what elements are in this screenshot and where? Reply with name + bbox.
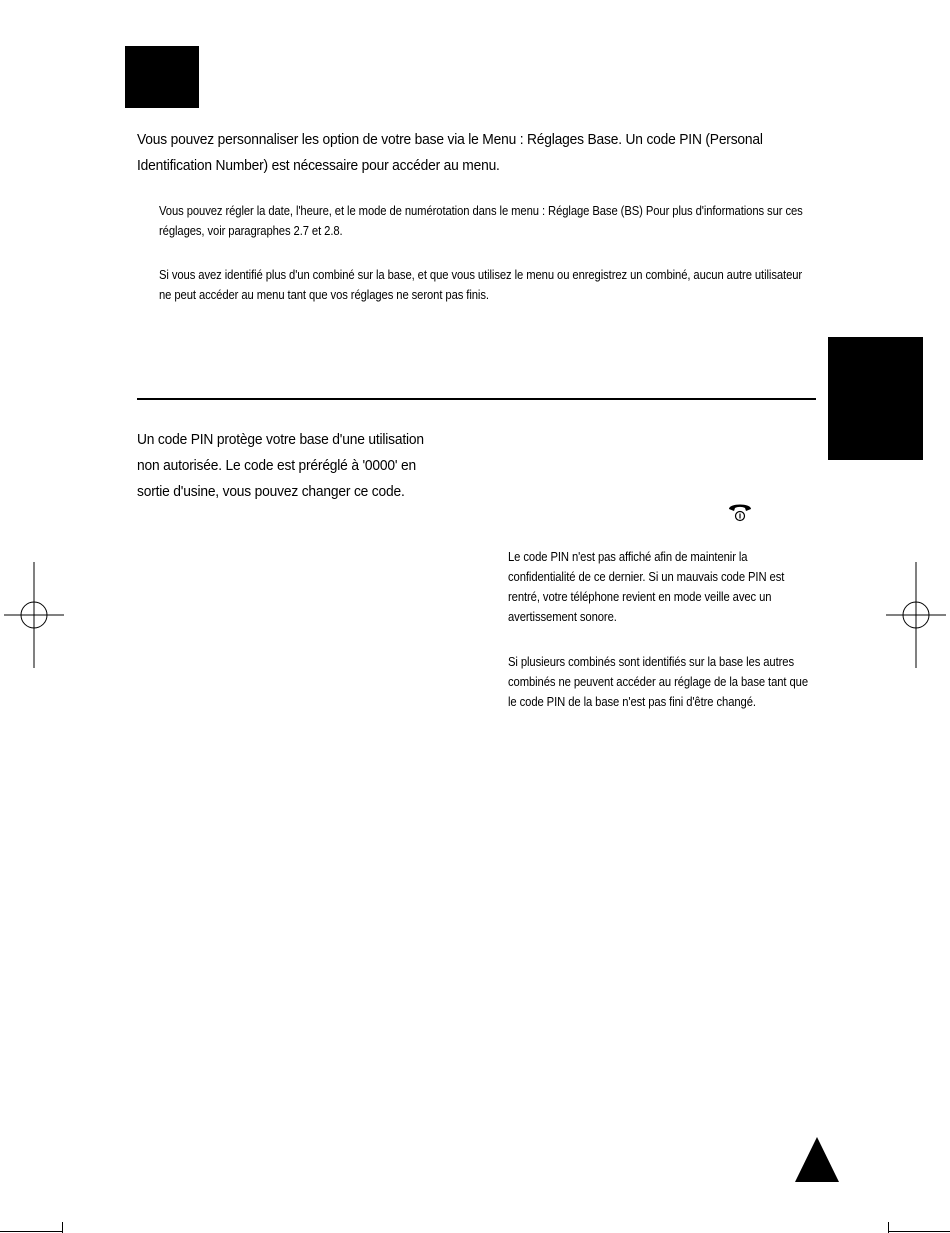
section-divider — [137, 398, 816, 400]
crop-mark-bottom-left-vertical — [62, 1222, 63, 1233]
note-date-time: Vous pouvez régler la date, l'heure, et le mode de numérotation dans le menu : Réglage Base (BS) Pour plus d'informations sur ces réglages, voir paragraphes 2.7 et 2.8. — [159, 204, 803, 238]
pin-note-confidentiality: Le code PIN n'est pas affiché afin de maintenir la confidentialité de ce dernier. Si un mauvais code PIN est rentré, votre téléphone revient en mode veille avec un avertissement sonore. — [508, 550, 785, 624]
side-section-tab — [828, 337, 923, 460]
crop-mark-bottom-left — [0, 1231, 62, 1232]
pin-note-multiple-handsets: Si plusieurs combinés sont identifiés sur la base les autres combinés ne peuvent accéder au réglage de la base tant que le code PIN de la base n'est pas fini d'être changé. — [508, 655, 809, 709]
note-multiple-handsets: Si vous avez identifié plus d'un combiné sur la base, et que vous utilisez le menu ou enregistrez un combiné, aucun autre utilisateur ne peut accéder au menu tant que vos réglages ne seront pas finis. — [159, 268, 803, 302]
end-call-handset-icon — [727, 501, 753, 523]
page-corner-triangle-icon — [795, 1137, 839, 1182]
registration-mark-right — [886, 560, 946, 670]
intro-paragraph: Vous pouvez personnaliser les option de votre base via le Menu : Réglages Base. Un code PIN (Personal Identification Number) est nécessaire pour accéder au menu. — [137, 131, 763, 174]
crop-mark-bottom-right-vertical — [888, 1222, 889, 1233]
crop-mark-bottom-right — [889, 1231, 950, 1232]
chapter-marker-block — [125, 46, 199, 108]
pin-intro-paragraph: Un code PIN protège votre base d'une utilisation non autorisée. Le code est préréglé à '0000' en sortie d'usine, vous pouvez changer ce code. — [137, 431, 424, 500]
registration-mark-left — [4, 560, 64, 670]
